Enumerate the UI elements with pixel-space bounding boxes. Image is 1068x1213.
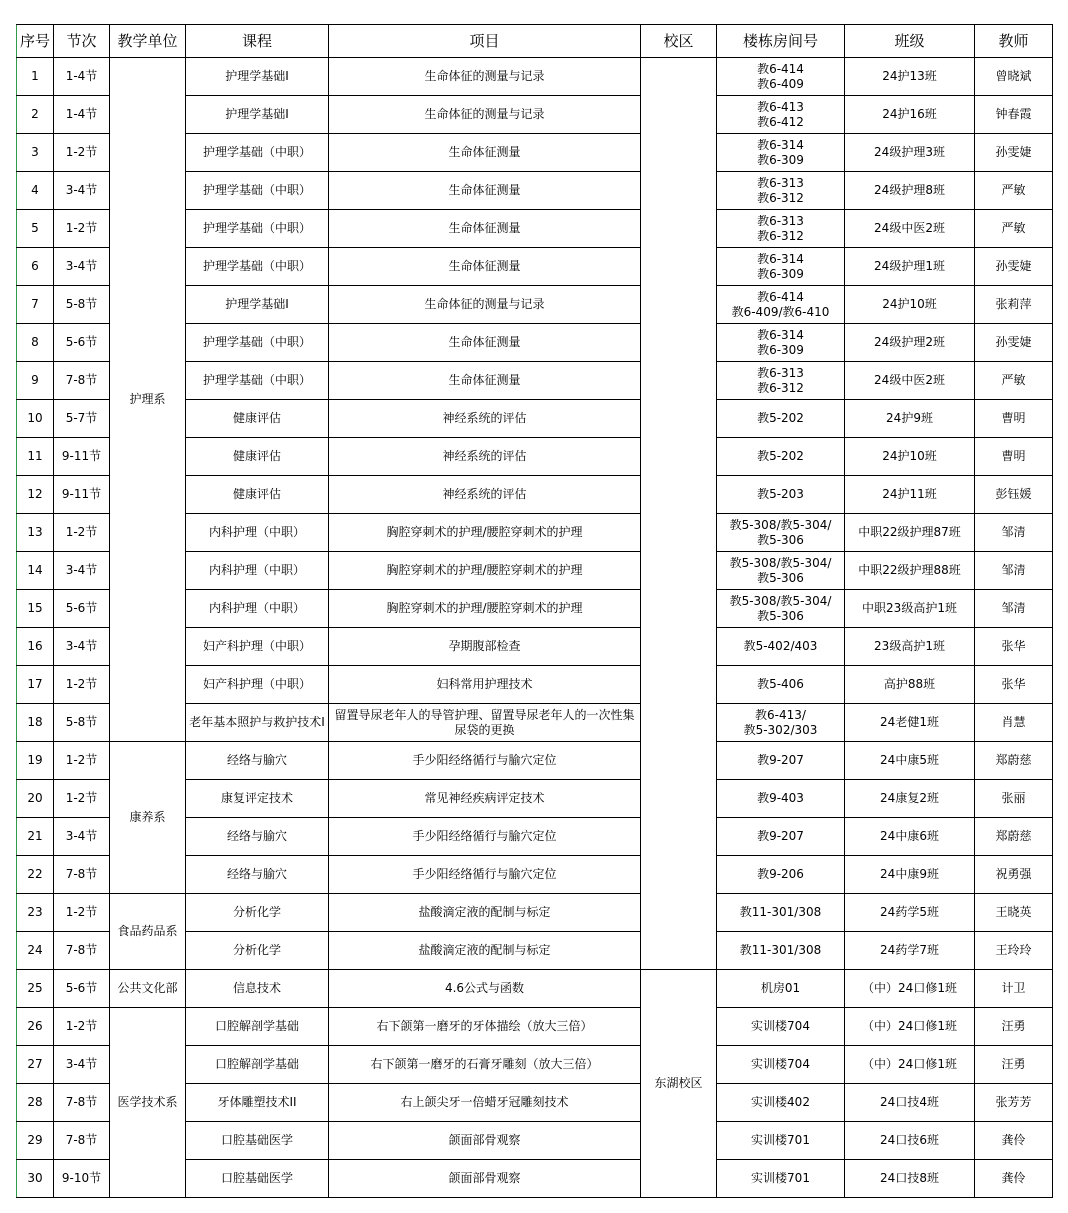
- teacher-cell: 祝勇强: [975, 856, 1053, 894]
- teacher-cell: 王晓英: [975, 894, 1053, 932]
- class-cell: 24中康5班: [845, 742, 975, 780]
- row-number-cell: 17: [17, 666, 54, 704]
- period-cell: 9-10节: [54, 1160, 110, 1198]
- period-cell: 1-2节: [54, 742, 110, 780]
- header-cell: 教师: [975, 25, 1053, 58]
- room-cell: [717, 780, 845, 818]
- class-cell: 24护10班: [845, 286, 975, 324]
- item-cell: 胸腔穿刺术的护理/腰腔穿刺术的护理: [329, 552, 641, 590]
- room-line: 教6-314: [757, 251, 804, 266]
- teaching-unit-cell: 护理系: [110, 58, 186, 742]
- period-cell: 1-2节: [54, 1008, 110, 1046]
- course-cell: 护理学基础（中职）: [186, 134, 329, 172]
- class-cell: 24级护理1班: [845, 248, 975, 286]
- room-cell: [717, 514, 845, 552]
- room-cell: [717, 172, 845, 210]
- item-cell: 颌面部骨观察: [329, 1160, 641, 1198]
- course-cell: 健康评估: [186, 438, 329, 476]
- room-cell: [717, 856, 845, 894]
- row-number-cell: 13: [17, 514, 54, 552]
- room-cell: [717, 362, 845, 400]
- room-line: 教9-206: [757, 867, 804, 881]
- course-cell: 口腔基础医学: [186, 1122, 329, 1160]
- item-cell: 生命体征测量: [329, 210, 641, 248]
- room-line: 教5-308/教5-304/: [729, 555, 832, 570]
- period-cell: 3-4节: [54, 248, 110, 286]
- room-line: 教6-409/教6-410: [731, 304, 830, 319]
- course-cell: 分析化学: [186, 932, 329, 970]
- row-number-cell: 23: [17, 894, 54, 932]
- room-line: 教6-309: [757, 266, 804, 281]
- teacher-cell: 孙雯婕: [975, 134, 1053, 172]
- class-cell: 24护11班: [845, 476, 975, 514]
- room-cell: [717, 400, 845, 438]
- room-line: 教6-312: [757, 190, 804, 205]
- header-cell: 项目: [329, 25, 641, 58]
- room-cell: [717, 134, 845, 172]
- class-cell: 24级护理3班: [845, 134, 975, 172]
- period-cell: 3-4节: [54, 818, 110, 856]
- course-cell: 内科护理（中职）: [186, 514, 329, 552]
- item-cell: 生命体征的测量与记录: [329, 58, 641, 96]
- room-line: 教5-306: [757, 608, 804, 623]
- class-cell: 24护10班: [845, 438, 975, 476]
- course-cell: 康复评定技术: [186, 780, 329, 818]
- class-cell: 24口技8班: [845, 1160, 975, 1198]
- room-line: 教9-207: [757, 829, 804, 843]
- row-number-cell: 6: [17, 248, 54, 286]
- teacher-cell: 汪勇: [975, 1046, 1053, 1084]
- room-line: 教5-308/教5-304/: [729, 593, 832, 608]
- item-cell: 生命体征测量: [329, 172, 641, 210]
- period-cell: 7-8节: [54, 362, 110, 400]
- row-number-cell: 14: [17, 552, 54, 590]
- item-cell: 生命体征的测量与记录: [329, 286, 641, 324]
- header-cell: 课程: [186, 25, 329, 58]
- item-cell: 妇科常用护理技术: [329, 666, 641, 704]
- course-cell: 老年基本照护与救护技术I: [186, 704, 329, 742]
- room-line: 实训楼704: [751, 1019, 810, 1033]
- teacher-cell: 张芳芳: [975, 1084, 1053, 1122]
- course-cell: 护理学基础I: [186, 286, 329, 324]
- period-cell: 3-4节: [54, 1046, 110, 1084]
- row-number-cell: 9: [17, 362, 54, 400]
- room-cell: [717, 96, 845, 134]
- class-cell: 24级中医2班: [845, 210, 975, 248]
- table-row: [17, 970, 1053, 1008]
- course-cell: 口腔解剖学基础: [186, 1008, 329, 1046]
- row-number-cell: 10: [17, 400, 54, 438]
- teacher-cell: 郑蔚慈: [975, 818, 1053, 856]
- teacher-cell: 钟春霞: [975, 96, 1053, 134]
- room-line: 实训楼701: [751, 1171, 810, 1185]
- course-cell: 口腔基础医学: [186, 1160, 329, 1198]
- item-cell: 神经系统的评估: [329, 438, 641, 476]
- period-cell: 5-8节: [54, 704, 110, 742]
- period-cell: 3-4节: [54, 552, 110, 590]
- period-cell: 7-8节: [54, 1122, 110, 1160]
- item-cell: 手少阳经络循行与腧穴定位: [329, 818, 641, 856]
- row-number-cell: 7: [17, 286, 54, 324]
- class-cell: 中职22级护理88班: [845, 552, 975, 590]
- course-cell: 护理学基础（中职）: [186, 362, 329, 400]
- row-number-cell: 24: [17, 932, 54, 970]
- room-line: 实训楼701: [751, 1133, 810, 1147]
- period-cell: 3-4节: [54, 172, 110, 210]
- room-line: 实训楼402: [751, 1095, 810, 1109]
- room-cell: [717, 210, 845, 248]
- course-cell: 护理学基础（中职）: [186, 324, 329, 362]
- row-number-cell: 3: [17, 134, 54, 172]
- course-cell: 分析化学: [186, 894, 329, 932]
- class-cell: 24药学7班: [845, 932, 975, 970]
- period-cell: 7-8节: [54, 932, 110, 970]
- room-cell: [717, 932, 845, 970]
- schedule-table: [16, 24, 1053, 1198]
- row-number-cell: 1: [17, 58, 54, 96]
- period-cell: 1-2节: [54, 780, 110, 818]
- period-cell: 5-6节: [54, 590, 110, 628]
- header-cell: 教学单位: [110, 25, 186, 58]
- header-cell: 校区: [641, 25, 717, 58]
- course-cell: 内科护理（中职）: [186, 590, 329, 628]
- item-cell: 颌面部骨观察: [329, 1122, 641, 1160]
- room-cell: [717, 818, 845, 856]
- teacher-cell: 曹明: [975, 438, 1053, 476]
- course-cell: 妇产科护理（中职）: [186, 628, 329, 666]
- room-line: 教6-414: [757, 289, 804, 304]
- room-cell: [717, 628, 845, 666]
- class-cell: 24级护理8班: [845, 172, 975, 210]
- room-cell: [717, 742, 845, 780]
- row-number-cell: 18: [17, 704, 54, 742]
- room-cell: [717, 58, 845, 96]
- room-line: 实训楼704: [751, 1057, 810, 1071]
- class-cell: 24老健1班: [845, 704, 975, 742]
- course-cell: 护理学基础（中职）: [186, 248, 329, 286]
- header-row: [17, 25, 1053, 58]
- period-cell: 7-8节: [54, 1084, 110, 1122]
- period-cell: 9-11节: [54, 476, 110, 514]
- teacher-cell: 邹清: [975, 514, 1053, 552]
- class-cell: 中职22级护理87班: [845, 514, 975, 552]
- teacher-cell: 张丽: [975, 780, 1053, 818]
- teaching-unit-cell: 康养系: [110, 742, 186, 894]
- period-cell: 5-7节: [54, 400, 110, 438]
- item-cell: 生命体征的测量与记录: [329, 96, 641, 134]
- room-line: 教6-413: [757, 99, 804, 114]
- course-cell: 经络与腧穴: [186, 856, 329, 894]
- room-line: 教6-314: [757, 137, 804, 152]
- item-cell: 4.6公式与函数: [329, 970, 641, 1008]
- class-cell: 24级中医2班: [845, 362, 975, 400]
- class-cell: 24护13班: [845, 58, 975, 96]
- table-row: [17, 1008, 1053, 1046]
- row-number-cell: 29: [17, 1122, 54, 1160]
- row-number-cell: 26: [17, 1008, 54, 1046]
- row-number-cell: 20: [17, 780, 54, 818]
- item-cell: 常见神经疾病评定技术: [329, 780, 641, 818]
- period-cell: 3-4节: [54, 628, 110, 666]
- item-cell: 盐酸滴定液的配制与标定: [329, 894, 641, 932]
- period-cell: 1-2节: [54, 134, 110, 172]
- item-cell: 留置导尿老年人的导管护理、留置导尿老年人的一次性集尿袋的更换: [329, 704, 641, 742]
- teacher-cell: 曾晓斌: [975, 58, 1053, 96]
- room-line: 教5-308/教5-304/: [729, 517, 832, 532]
- class-cell: 23级高护1班: [845, 628, 975, 666]
- teacher-cell: 严敏: [975, 210, 1053, 248]
- class-cell: 24药学5班: [845, 894, 975, 932]
- table-row: [17, 58, 1053, 96]
- row-number-cell: 21: [17, 818, 54, 856]
- row-number-cell: 2: [17, 96, 54, 134]
- teacher-cell: 张华: [975, 628, 1053, 666]
- room-line: 教6-414: [757, 61, 804, 76]
- row-number-cell: 19: [17, 742, 54, 780]
- item-cell: 盐酸滴定液的配制与标定: [329, 932, 641, 970]
- item-cell: 胸腔穿刺术的护理/腰腔穿刺术的护理: [329, 514, 641, 552]
- course-cell: 健康评估: [186, 476, 329, 514]
- row-number-cell: 15: [17, 590, 54, 628]
- teacher-cell: 彭钰媛: [975, 476, 1053, 514]
- header-cell: 序号: [17, 25, 54, 58]
- room-line: 教6-413/: [755, 707, 806, 722]
- class-cell: 中职23级高护1班: [845, 590, 975, 628]
- room-line: 教9-403: [757, 791, 804, 805]
- class-cell: 高护88班: [845, 666, 975, 704]
- row-number-cell: 22: [17, 856, 54, 894]
- room-line: 教9-207: [757, 753, 804, 767]
- row-number-cell: 16: [17, 628, 54, 666]
- item-cell: 胸腔穿刺术的护理/腰腔穿刺术的护理: [329, 590, 641, 628]
- room-cell: [717, 970, 845, 1008]
- room-cell: [717, 476, 845, 514]
- teacher-cell: 曹明: [975, 400, 1053, 438]
- teacher-cell: 严敏: [975, 172, 1053, 210]
- room-line: 教6-312: [757, 380, 804, 395]
- room-cell: [717, 1046, 845, 1084]
- class-cell: （中）24口修1班: [845, 1046, 975, 1084]
- period-cell: 1-4节: [54, 58, 110, 96]
- room-cell: [717, 1084, 845, 1122]
- item-cell: 手少阳经络循行与腧穴定位: [329, 742, 641, 780]
- teacher-cell: 肖慧: [975, 704, 1053, 742]
- room-cell: [717, 704, 845, 742]
- row-number-cell: 11: [17, 438, 54, 476]
- class-cell: （中）24口修1班: [845, 970, 975, 1008]
- course-cell: 牙体雕塑技术II: [186, 1084, 329, 1122]
- room-line: 教5-202: [757, 411, 804, 425]
- class-cell: 24口技6班: [845, 1122, 975, 1160]
- room-line: 教5-406: [757, 677, 804, 691]
- item-cell: 生命体征测量: [329, 248, 641, 286]
- room-line: 教6-412: [757, 114, 804, 129]
- teaching-unit-cell: 公共文化部: [110, 970, 186, 1008]
- header-cell: 楼栋房间号: [717, 25, 845, 58]
- room-cell: [717, 552, 845, 590]
- room-line: 教5-202: [757, 449, 804, 463]
- room-cell: [717, 324, 845, 362]
- course-cell: 信息技术: [186, 970, 329, 1008]
- item-cell: 右下颌第一磨牙的牙体描绘（放大三倍）: [329, 1008, 641, 1046]
- row-number-cell: 25: [17, 970, 54, 1008]
- room-cell: [717, 894, 845, 932]
- item-cell: 手少阳经络循行与腧穴定位: [329, 856, 641, 894]
- class-cell: 24口技4班: [845, 1084, 975, 1122]
- teacher-cell: 张华: [975, 666, 1053, 704]
- item-cell: 神经系统的评估: [329, 400, 641, 438]
- class-cell: 24级护理2班: [845, 324, 975, 362]
- room-line: 教6-409: [757, 76, 804, 91]
- row-number-cell: 27: [17, 1046, 54, 1084]
- teacher-cell: 龚伶: [975, 1122, 1053, 1160]
- teacher-cell: 邹清: [975, 552, 1053, 590]
- room-cell: [717, 666, 845, 704]
- class-cell: 24中康6班: [845, 818, 975, 856]
- room-line: 教6-309: [757, 342, 804, 357]
- item-cell: 生命体征测量: [329, 324, 641, 362]
- room-line: 机房01: [760, 981, 801, 995]
- period-cell: 1-4节: [54, 96, 110, 134]
- course-cell: 口腔解剖学基础: [186, 1046, 329, 1084]
- teacher-cell: 郑蔚慈: [975, 742, 1053, 780]
- room-line: 教6-313: [757, 213, 804, 228]
- row-number-cell: 30: [17, 1160, 54, 1198]
- room-line: 教6-314: [757, 327, 804, 342]
- row-number-cell: 8: [17, 324, 54, 362]
- room-line: 教5-306: [757, 570, 804, 585]
- period-cell: 1-2节: [54, 210, 110, 248]
- room-cell: [717, 286, 845, 324]
- course-cell: 健康评估: [186, 400, 329, 438]
- room-line: 教5-302/303: [743, 722, 818, 737]
- room-line: 教6-313: [757, 175, 804, 190]
- teacher-cell: 计卫: [975, 970, 1053, 1008]
- teacher-cell: 王玲玲: [975, 932, 1053, 970]
- period-cell: 5-6节: [54, 970, 110, 1008]
- room-line: 教5-402/403: [743, 639, 818, 653]
- period-cell: 7-8节: [54, 856, 110, 894]
- room-cell: [717, 590, 845, 628]
- room-line: 教6-312: [757, 228, 804, 243]
- campus-cell: 东湖校区: [641, 970, 717, 1198]
- course-cell: 妇产科护理（中职）: [186, 666, 329, 704]
- item-cell: 右上颌尖牙一倍蜡牙冠雕刻技术: [329, 1084, 641, 1122]
- class-cell: 24护9班: [845, 400, 975, 438]
- period-cell: 1-2节: [54, 894, 110, 932]
- period-cell: 1-2节: [54, 666, 110, 704]
- period-cell: 9-11节: [54, 438, 110, 476]
- class-cell: 24康复2班: [845, 780, 975, 818]
- teaching-unit-cell: 医学技术系: [110, 1008, 186, 1198]
- class-cell: 24护16班: [845, 96, 975, 134]
- class-cell: （中）24口修1班: [845, 1008, 975, 1046]
- room-cell: [717, 1160, 845, 1198]
- row-number-cell: 12: [17, 476, 54, 514]
- item-cell: 生命体征测量: [329, 134, 641, 172]
- teacher-cell: 龚伶: [975, 1160, 1053, 1198]
- row-number-cell: 4: [17, 172, 54, 210]
- room-line: 教5-306: [757, 532, 804, 547]
- teacher-cell: 邹清: [975, 590, 1053, 628]
- teacher-cell: 汪勇: [975, 1008, 1053, 1046]
- course-cell: 内科护理（中职）: [186, 552, 329, 590]
- period-cell: 5-8节: [54, 286, 110, 324]
- room-cell: [717, 248, 845, 286]
- period-cell: 1-2节: [54, 514, 110, 552]
- item-cell: 孕期腹部检查: [329, 628, 641, 666]
- room-line: 教6-309: [757, 152, 804, 167]
- teacher-cell: 孙雯婕: [975, 324, 1053, 362]
- item-cell: 神经系统的评估: [329, 476, 641, 514]
- room-line: 教6-313: [757, 365, 804, 380]
- campus-cell: [641, 58, 717, 970]
- room-line: 教5-203: [757, 487, 804, 501]
- room-line: 教11-301/308: [739, 943, 822, 957]
- class-cell: 24中康9班: [845, 856, 975, 894]
- course-cell: 护理学基础（中职）: [186, 172, 329, 210]
- period-cell: 5-6节: [54, 324, 110, 362]
- teaching-unit-cell: 食品药品系: [110, 894, 186, 970]
- header-cell: 班级: [845, 25, 975, 58]
- item-cell: 生命体征测量: [329, 362, 641, 400]
- header-cell: 节次: [54, 25, 110, 58]
- room-cell: [717, 438, 845, 476]
- table-row: [17, 894, 1053, 932]
- course-cell: 经络与腧穴: [186, 742, 329, 780]
- room-cell: [717, 1122, 845, 1160]
- teacher-cell: 严敏: [975, 362, 1053, 400]
- course-cell: 护理学基础I: [186, 96, 329, 134]
- teacher-cell: 孙雯婕: [975, 248, 1053, 286]
- table-body: [17, 58, 1053, 1198]
- course-cell: 护理学基础（中职）: [186, 210, 329, 248]
- item-cell: 右下颌第一磨牙的石膏牙雕刻（放大三倍）: [329, 1046, 641, 1084]
- room-cell: [717, 1008, 845, 1046]
- course-cell: 护理学基础I: [186, 58, 329, 96]
- table-row: [17, 742, 1053, 780]
- teacher-cell: 张莉萍: [975, 286, 1053, 324]
- row-number-cell: 28: [17, 1084, 54, 1122]
- row-number-cell: 5: [17, 210, 54, 248]
- room-line: 教11-301/308: [739, 905, 822, 919]
- course-cell: 经络与腧穴: [186, 818, 329, 856]
